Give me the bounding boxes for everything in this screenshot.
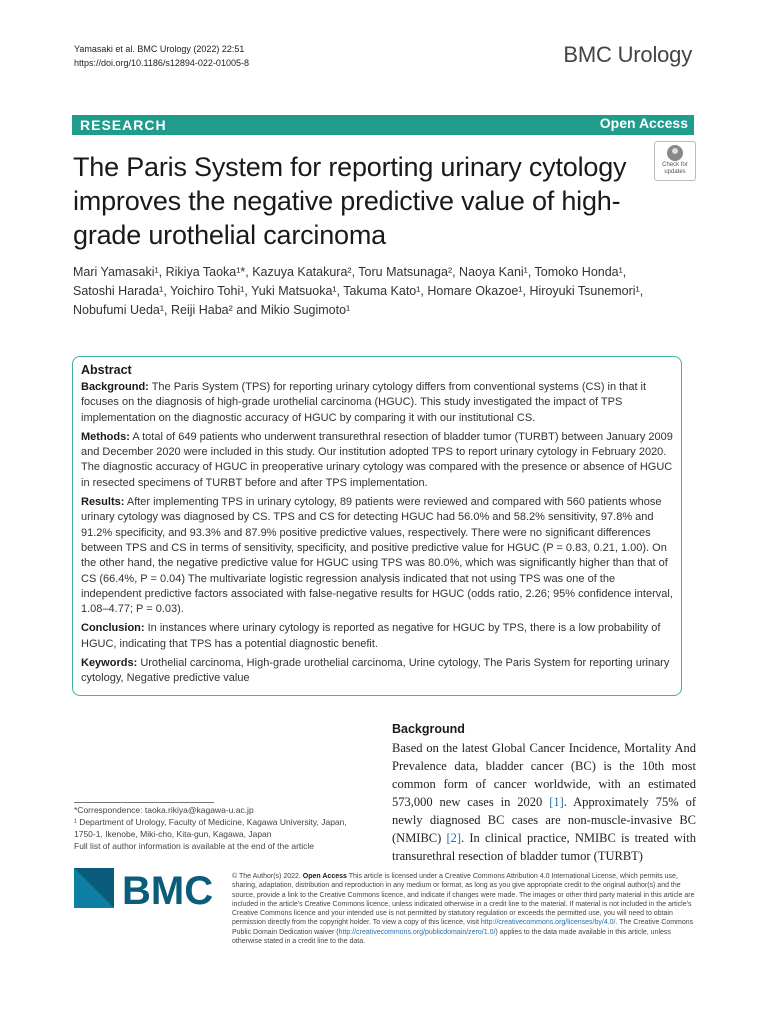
abstract-heading: Abstract — [81, 363, 132, 377]
correspondence-footnote — [74, 804, 374, 852]
bmc-logo-text: BMC — [122, 869, 214, 913]
keywords-text: Urothelial carcinoma, High-grade urothelial carcinoma, Urine cytology, The Paris System for reporting urinary cytology, Negative predictive value — [81, 657, 670, 685]
paragraph-text: . In clinical practice, NMIBC is treated with transurethral resection of bladder tumor (TURBT) — [392, 831, 696, 863]
doi-link[interactable]: https://doi.org/10.1186/s12894-022-01005-8 — [74, 58, 249, 68]
author-line: Mari Yamasaki¹, Rikiya Taoka¹*, Kazuya Katakura², Toru Matsunaga², Naoya Kani¹, Tomoko Honda¹, — [73, 265, 627, 279]
abstract-background — [81, 380, 673, 426]
background-text: The Paris System (TPS) for reporting urinary cytology differs from conventional systems (CS) in that it focuses on the diagnosis of high-grade urothelial carcinoma (HGUC). This study investigated the impact of TPS implementation on the diagnostic accuracy of HGUC by comparing it with our institutional CS. — [81, 381, 647, 424]
abstract-keywords — [81, 656, 673, 687]
affiliation-line: 1750-1, Ikenobe, Miki-cho, Kita-gun, Kagawa, Japan — [74, 829, 272, 839]
results-text: After implementing TPS in urinary cytology, 89 patients were reviewed and compared with 560 patients whose urinary cytology was diagnosed by CS. TPS and CS for detecting HGUC had 56.0% and 58.2% sensitivity, 97.8% and 91.2% specificity, and 93.3% and 87.9% positive predictive values, respectively. There were no significant differences between TPS and CS in terms of sensitivity, specificity, and positive predictive value for HGUC (P = 0.83, 0.21, 1.00). On the other hand, the negative predictive value for HGUC using TPS was 80.0%, which was significantly higher than that of CS (66.4%, P = 0.04) The multivariate logistic regression analysis indicated that not using TPS was one of the independent predictive factors associated with false-negative results for HGUC (odds ratio, 2.26; 95% confidence interval, 1.08–4.77; P = 0.03). — [81, 496, 673, 616]
methods-text: A total of 649 patients who underwent transurethral resection of bladder tumor (TURBT) between January 2009 and December 2020 were included in this study. Our institution adopted TPS to report urinary cytology in February 2020. The diagnostic accuracy of HGUC in preoperative urinary cytology was compared with the presence or absence of HGUC in resected specimens of TURBT before and after TPS implementation. — [81, 430, 673, 489]
license-link[interactable]: http://creativecommons.org/licenses/by/4.0/ — [480, 919, 616, 927]
license-text: ) applies to the data made available in this article, unless otherwise stated in a credit line to the data. — [232, 928, 671, 946]
license-open-access: Open Access — [302, 873, 347, 880]
abstract-methods — [81, 430, 673, 491]
affiliation-line: ¹ Department of Urology, Faculty of Medicine, Kagawa University, Japan, — [74, 817, 347, 827]
abstract-box — [72, 356, 682, 696]
conclusion-text: In instances where urinary cytology is reported as negative for HGUC by TPS, there is a low probability of HGUC, indicating that TPS has a potential diagnostic benefit. — [81, 622, 661, 650]
citation: Yamasaki et al. BMC Urology (2022) 22:51 — [74, 44, 245, 54]
footnote-divider — [74, 802, 214, 803]
license-statement — [232, 872, 698, 946]
citation-link-1[interactable]: [1] — [549, 795, 564, 809]
license-text: This article is licensed under a Creative Commons Attribution 4.0 International License, which permits use, sharing, adaptation, distribution and reproduction in any medium or format, as long as you give appropriate credit to the original author(s) and the source, provide a link to the Creative Commons licence, and indicate if changes were made. The images or other third party material in this article are included in the article's Creative Commons licence, unless indicated otherwise in a credit line to the material. If material is not included in the article's Creative Commons licence and your intended use is not permitted by statutory regulation or exceeds the permitted use, you will need to obtain permission directly from the copyright holder. To view a copy of this licence, visit — [232, 873, 695, 927]
background-paragraph — [392, 739, 696, 865]
check-updates-line1: Check for — [662, 162, 688, 168]
results-label: Results: — [81, 496, 125, 509]
keywords-label: Keywords: — [81, 657, 138, 670]
section-heading-background: Background — [392, 722, 465, 736]
methods-label: Methods: — [81, 430, 130, 443]
author-line: Nobufumi Ueda¹, Reiji Haba² and Mikio Sugimoto¹ — [73, 303, 351, 317]
open-access-label: Open Access — [599, 115, 688, 131]
license-prefix: © The Author(s) 2022. — [232, 873, 303, 880]
citation-link-2[interactable]: [2] — [446, 831, 462, 845]
paragraph-text: Based on the latest Global Cancer Incidence, Mortality And Prevalence data, bladder cancer (BC) is the 10th most common form of cancer worldwide, with an estimated 573,000 new cases in 2020 — [392, 741, 696, 809]
author-line: Satoshi Harada¹, Yoichiro Tohi¹, Yuki Matsuoka¹, Takuma Kato¹, Homare Okazoe¹, Hiroyuki Tsunemori¹, — [73, 284, 644, 298]
paragraph-text: . Approximately 75% of newly diagnosed BC cases are non-muscle-invasive BC (NMIBC) — [392, 795, 696, 845]
article-type-banner — [72, 115, 694, 135]
check-updates-icon — [667, 145, 683, 161]
abstract-conclusion — [81, 621, 673, 652]
author-info-note: Full list of author information is available at the end of the article — [74, 841, 315, 851]
article-title: The Paris System for reporting urinary cytology improves the negative predictive value of high-grade urothelial carcinoma — [73, 152, 627, 250]
license-text: . The Creative Commons Public Domain Dedication waiver ( — [232, 919, 694, 936]
abstract-results — [81, 495, 673, 617]
conclusion-label: Conclusion: — [81, 622, 145, 635]
correspondence-email[interactable]: *Correspondence: taoka.rikiya@kagawa-u.ac.jp — [74, 805, 254, 815]
article-type-label: RESEARCH — [80, 117, 167, 133]
running-header — [74, 42, 249, 70]
bmc-logo — [74, 866, 218, 914]
public-domain-link[interactable]: http://creativecommons.org/publicdomain/zero/1.0/ — [338, 928, 496, 936]
check-for-updates-button[interactable] — [654, 141, 696, 181]
journal-name: BMC Urology — [563, 42, 692, 67]
author-list — [73, 263, 698, 320]
background-label: Background: — [81, 381, 149, 393]
check-updates-line2: updates — [664, 169, 686, 175]
